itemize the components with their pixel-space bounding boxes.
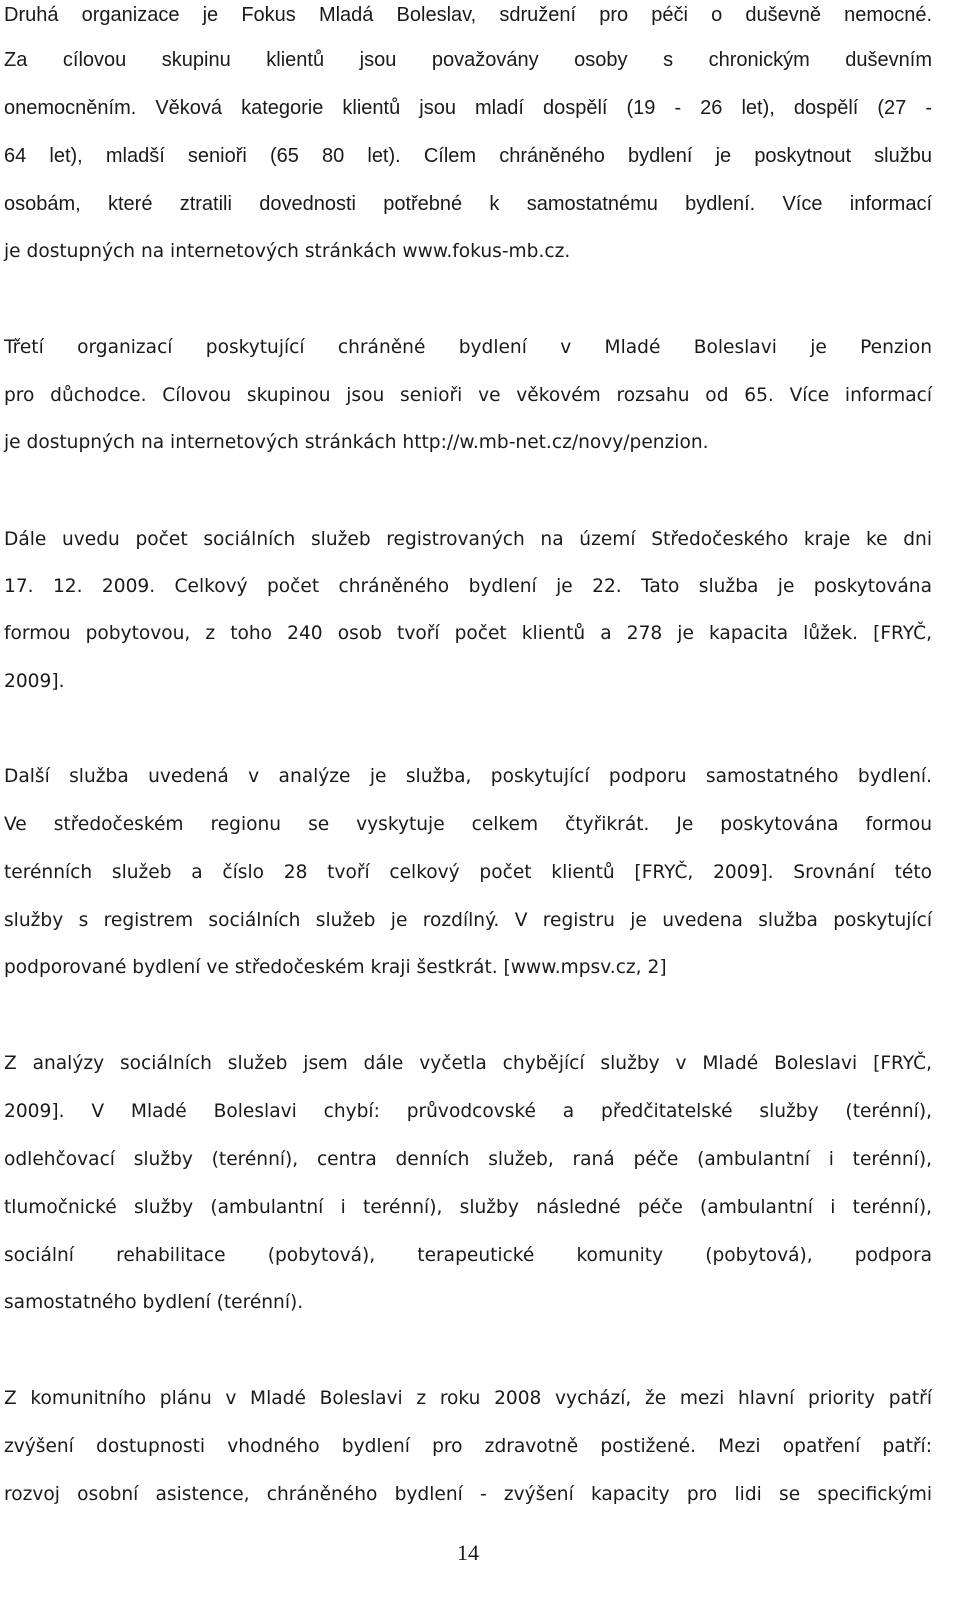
text-line: 2009].: [4, 671, 65, 692]
text-line: služby s registrem sociálních služeb je rozdílný. V registru je uvedena služba poskytující: [4, 910, 932, 931]
text-line: terénních služeb a číslo 28 tvoří celkový počet klientů [FRYČ, 2009]. Srovnání této: [4, 862, 932, 883]
text-line: rozvoj osobní asistence, chráněného bydlení - zvýšení kapacity pro lidi se specifickými: [4, 1484, 932, 1505]
text-line: Za cílovou skupinu klientů jsou považovány osoby s chronickým duševním: [4, 49, 932, 71]
text-line: sociální rehabilitace (pobytová), terapeutické komunity (pobytová), podpora: [4, 1245, 932, 1266]
text-line: zvýšení dostupnosti vhodného bydlení pro zdravotně postižené. Mezi opatření patří:: [4, 1436, 932, 1457]
text-line: Z komunitního plánu v Mladé Boleslavi z roku 2008 vychází, že mezi hlavní priority patří: [4, 1388, 932, 1409]
text-line: Druhá organizace je Fokus Mladá Boleslav, sdružení pro péči o duševně nemocné.: [4, 4, 932, 26]
text-line: Třetí organizací poskytující chráněné bydlení v Mladé Boleslavi je Penzion: [4, 337, 932, 358]
text-line: samostatného bydlení (terénní).: [4, 1292, 304, 1313]
text-line: odlehčovací služby (terénní), centra denních služeb, raná péče (ambulantní i terénní),: [4, 1149, 932, 1170]
text-line: osobám, které ztratili dovednosti potřebné k samostatnému bydlení. Více informací: [4, 193, 932, 215]
text-line: Dále uvedu počet sociálních služeb registrovaných na území Středočeského kraje ke dni: [4, 529, 932, 550]
text-line: tlumočnické služby (ambulantní i terénní), služby následné péče (ambulantní i terénní),: [4, 1197, 932, 1218]
text-line: 17. 12. 2009. Celkový počet chráněného bydlení je 22. Tato služba je poskytována: [4, 576, 932, 597]
text-line: onemocněním. Věková kategorie klientů jsou mladí dospělí (19 - 26 let), dospělí (27 -: [4, 97, 932, 119]
text-line: 64 let), mladší senioři (65 80 let). Cílem chráněného bydlení je poskytnout službu: [4, 145, 932, 167]
text-line: pro důchodce. Cílovou skupinou jsou senioři ve věkovém rozsahu od 65. Více informací: [4, 385, 932, 406]
text-line: podporované bydlení ve středočeském kraji šestkrát. [www.mpsv.cz, 2]: [4, 957, 667, 978]
text-line: Další služba uvedená v analýze je služba, poskytující podporu samostatného bydlení.: [4, 766, 932, 787]
text-line: Ve středočeském regionu se vyskytuje celkem čtyřikrát. Je poskytována formou: [4, 814, 932, 835]
text-line: je dostupných na internetových stránkách http://w.mb-net.cz/novy/penzion.: [4, 432, 709, 453]
text-line: Z analýzy sociálních služeb jsem dále vyčetla chybějící služby v Mladé Boleslavi [FRYČ,: [4, 1053, 932, 1074]
page-number: 14: [457, 1540, 479, 1565]
text-line: formou pobytovou, z toho 240 osob tvoří počet klientů a 278 je kapacita lůžek. [FRYČ,: [4, 623, 932, 644]
text-line: 2009]. V Mladé Boleslavi chybí: průvodcovské a předčitatelské služby (terénní),: [4, 1101, 932, 1122]
text-line: je dostupných na internetových stránkách www.fokus-mb.cz.: [4, 241, 571, 262]
